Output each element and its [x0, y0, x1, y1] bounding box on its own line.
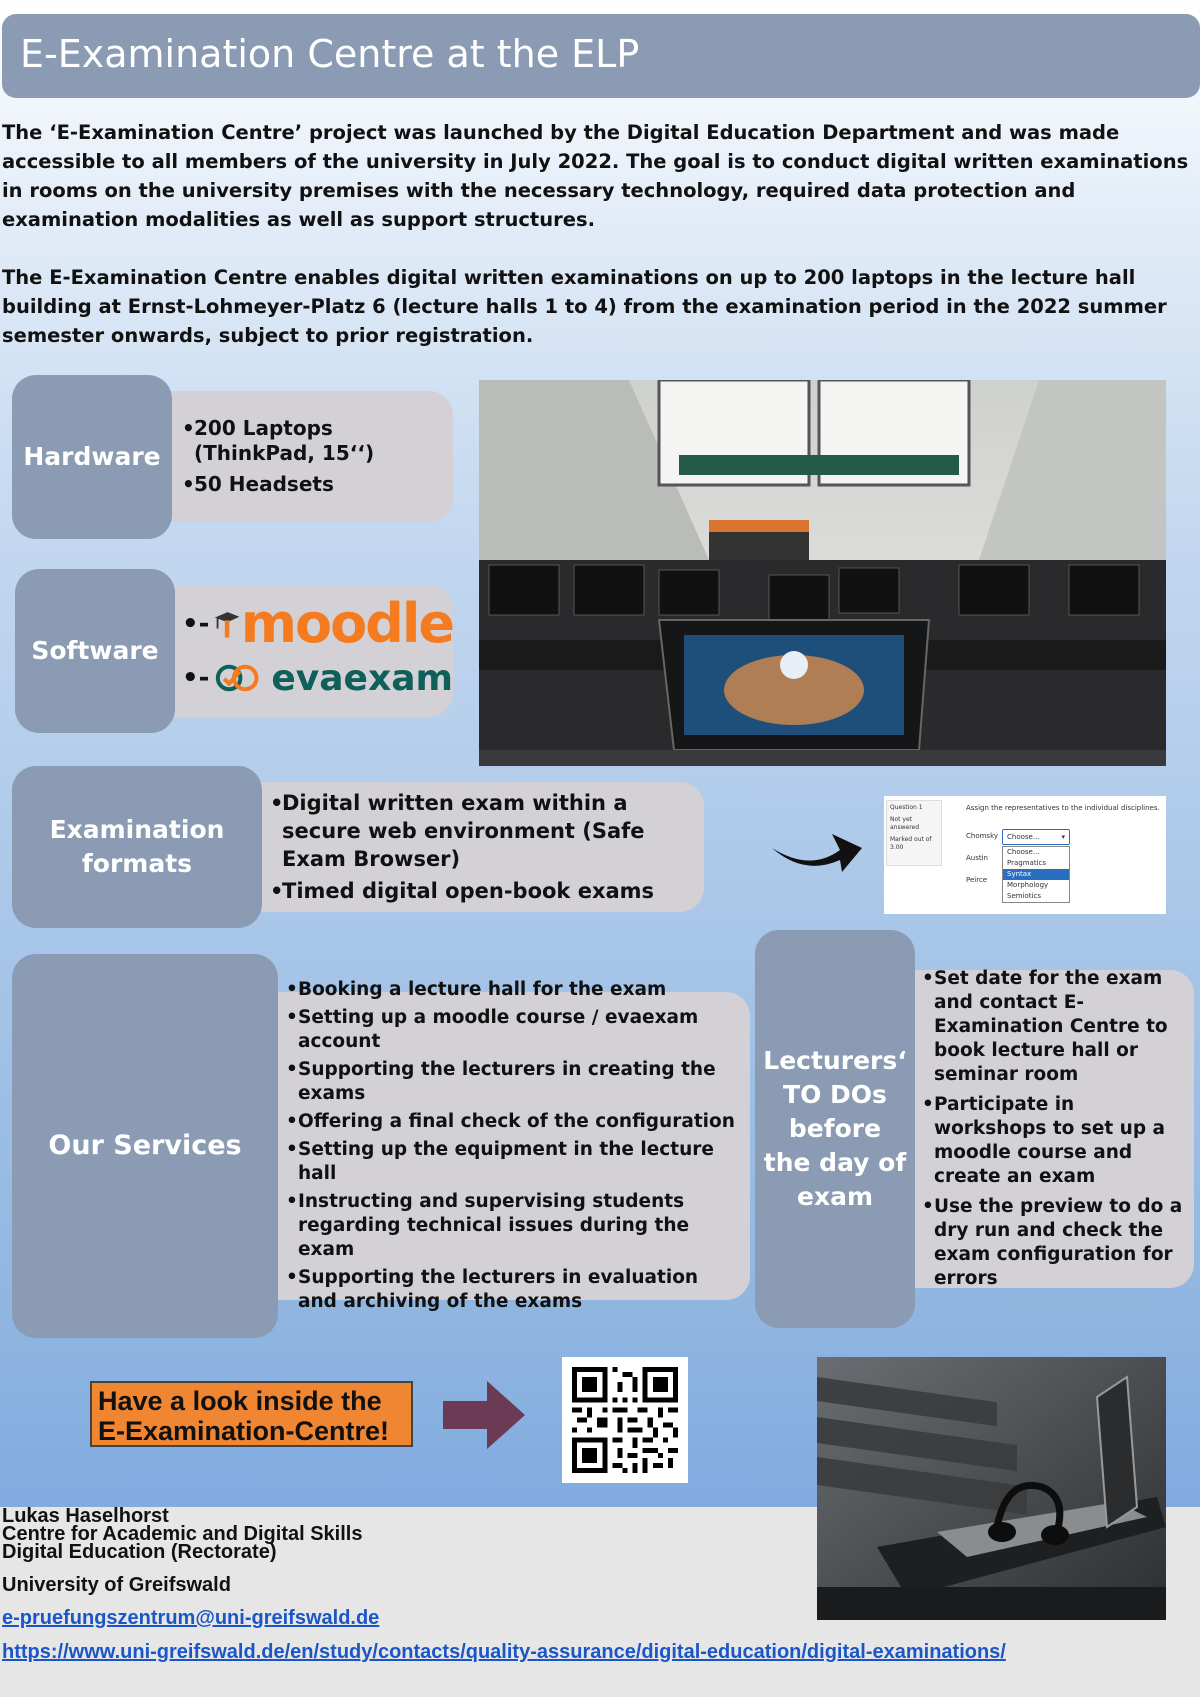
laptop-headset-photo [817, 1357, 1166, 1620]
evaexam-logo-icon [213, 658, 263, 698]
services-label: Our Services [12, 954, 278, 1338]
services-item: • Supporting the lecturers in evaluation and archiving of the exams [286, 1266, 738, 1314]
todos-item: • Use the preview to do a dry run and check the exam configuration for errors [922, 1195, 1188, 1291]
contact-centre: Centre for Academic and Digital Skills [2, 1523, 363, 1545]
moodle-logo: moodle [240, 592, 453, 655]
curved-arrow-icon [770, 820, 866, 876]
formats-item: • Timed digital open-book exams [270, 877, 696, 905]
question-instruction: Assign the representatives to the individual disciplines. [966, 804, 1160, 812]
intro-paragraph-2: The E-Examination Centre enables digital written examinations on up to 200 laptops in the lecture hall building at Ernst-Lohmeyer-Platz 6 (lecture halls 1 to 4) from the examination period in the 2022 summer semester onwards, subject to prior registration. [2, 266, 1167, 347]
match-name: Austin [966, 854, 988, 862]
todos-item: • Participate in workshops to set up a moodle course and create an exam [922, 1093, 1188, 1189]
hardware-item: • 50 Headsets [182, 472, 445, 497]
page-title: E-Examination Centre at the ELP [2, 14, 1200, 98]
contact-university: University of Greifswald [2, 1574, 231, 1596]
hardware-list [150, 391, 453, 522]
contact-name: Lukas Haselhorst [2, 1505, 169, 1527]
select-option[interactable]: Pragmatics [1007, 859, 1047, 867]
arrow-right-icon [443, 1381, 525, 1449]
todos-label: Lecturers‘ TO DOs before the day of exam [755, 930, 915, 1328]
todos-list [892, 970, 1194, 1288]
formats-label: Examination formats [12, 766, 262, 928]
software-label: Software [15, 569, 175, 733]
question-number: Question 1 [890, 804, 923, 811]
lecture-hall-photo [479, 380, 1166, 766]
match-name: Chomsky [966, 832, 999, 840]
question-status: Not yet answered [890, 816, 920, 831]
tour-call-to-action: Have a look inside the E-Examination-Centre! [90, 1381, 413, 1447]
contact-department: Digital Education (Rectorate) [2, 1541, 277, 1563]
software-logos [150, 585, 453, 717]
select-option[interactable]: Morphology [1007, 881, 1049, 889]
services-item: • Supporting the lecturers in creating the exams [286, 1058, 738, 1106]
intro-paragraph-1: The ‘E-Examination Centre’ project was launched by the Digital Education Department and was made accessible to all members of the university in July 2022. The goal is to conduct digital written examinations in rooms on the university premises with the necessary technology, required data protection and examination modalities as well as support structures. [2, 121, 1189, 231]
contact-email-link[interactable]: e-pruefungszentrum@uni-greifswald.de [2, 1607, 380, 1629]
formats-list [240, 782, 704, 912]
software-bullet: •- [182, 662, 210, 693]
services-item: • Instructing and supervising students regarding technical issues during the exam [286, 1190, 738, 1262]
select-option[interactable]: Syntax [1003, 869, 1069, 880]
select-option[interactable]: Semiotics [1007, 892, 1041, 900]
services-item: • Booking a lecture hall for the exam [286, 978, 738, 1002]
formats-item: • Digital written exam within a secure web environment (Safe Exam Browser) [270, 789, 696, 873]
services-item: • Setting up the equipment in the lecture hall [286, 1138, 738, 1186]
todos-item: • Set date for the exam and contact E-Examination Centre to book lecture hall or seminar room [922, 967, 1188, 1087]
select-options [1002, 846, 1070, 903]
select-option[interactable]: Choose... [1007, 848, 1040, 856]
graduation-cap-icon [213, 607, 240, 641]
evaexam-logo: evaexam [271, 657, 453, 699]
hardware-item: • 200 Laptops (ThinkPad, 15‘‘) [182, 416, 445, 466]
select-value: Choose... [1007, 833, 1040, 841]
website-link[interactable]: https://www.uni-greifswald.de/en/study/contacts/quality-assurance/digital-education/digital-examinations/ [2, 1641, 1006, 1663]
qr-code[interactable] [562, 1357, 688, 1483]
match-name: Peirce [966, 876, 988, 884]
moodle-question-screenshot [884, 796, 1166, 914]
question-marks: Marked out of 3.00 [890, 836, 932, 851]
services-list [250, 979, 750, 1312]
hardware-label: Hardware [12, 375, 172, 539]
software-bullet: •- [182, 608, 210, 639]
chevron-down-icon: ▾ [1061, 833, 1065, 841]
choose-select[interactable] [1002, 829, 1070, 845]
services-item: • Offering a final check of the configuration [286, 1110, 738, 1134]
services-item: • Setting up a moodle course / evaexam account [286, 1006, 738, 1054]
